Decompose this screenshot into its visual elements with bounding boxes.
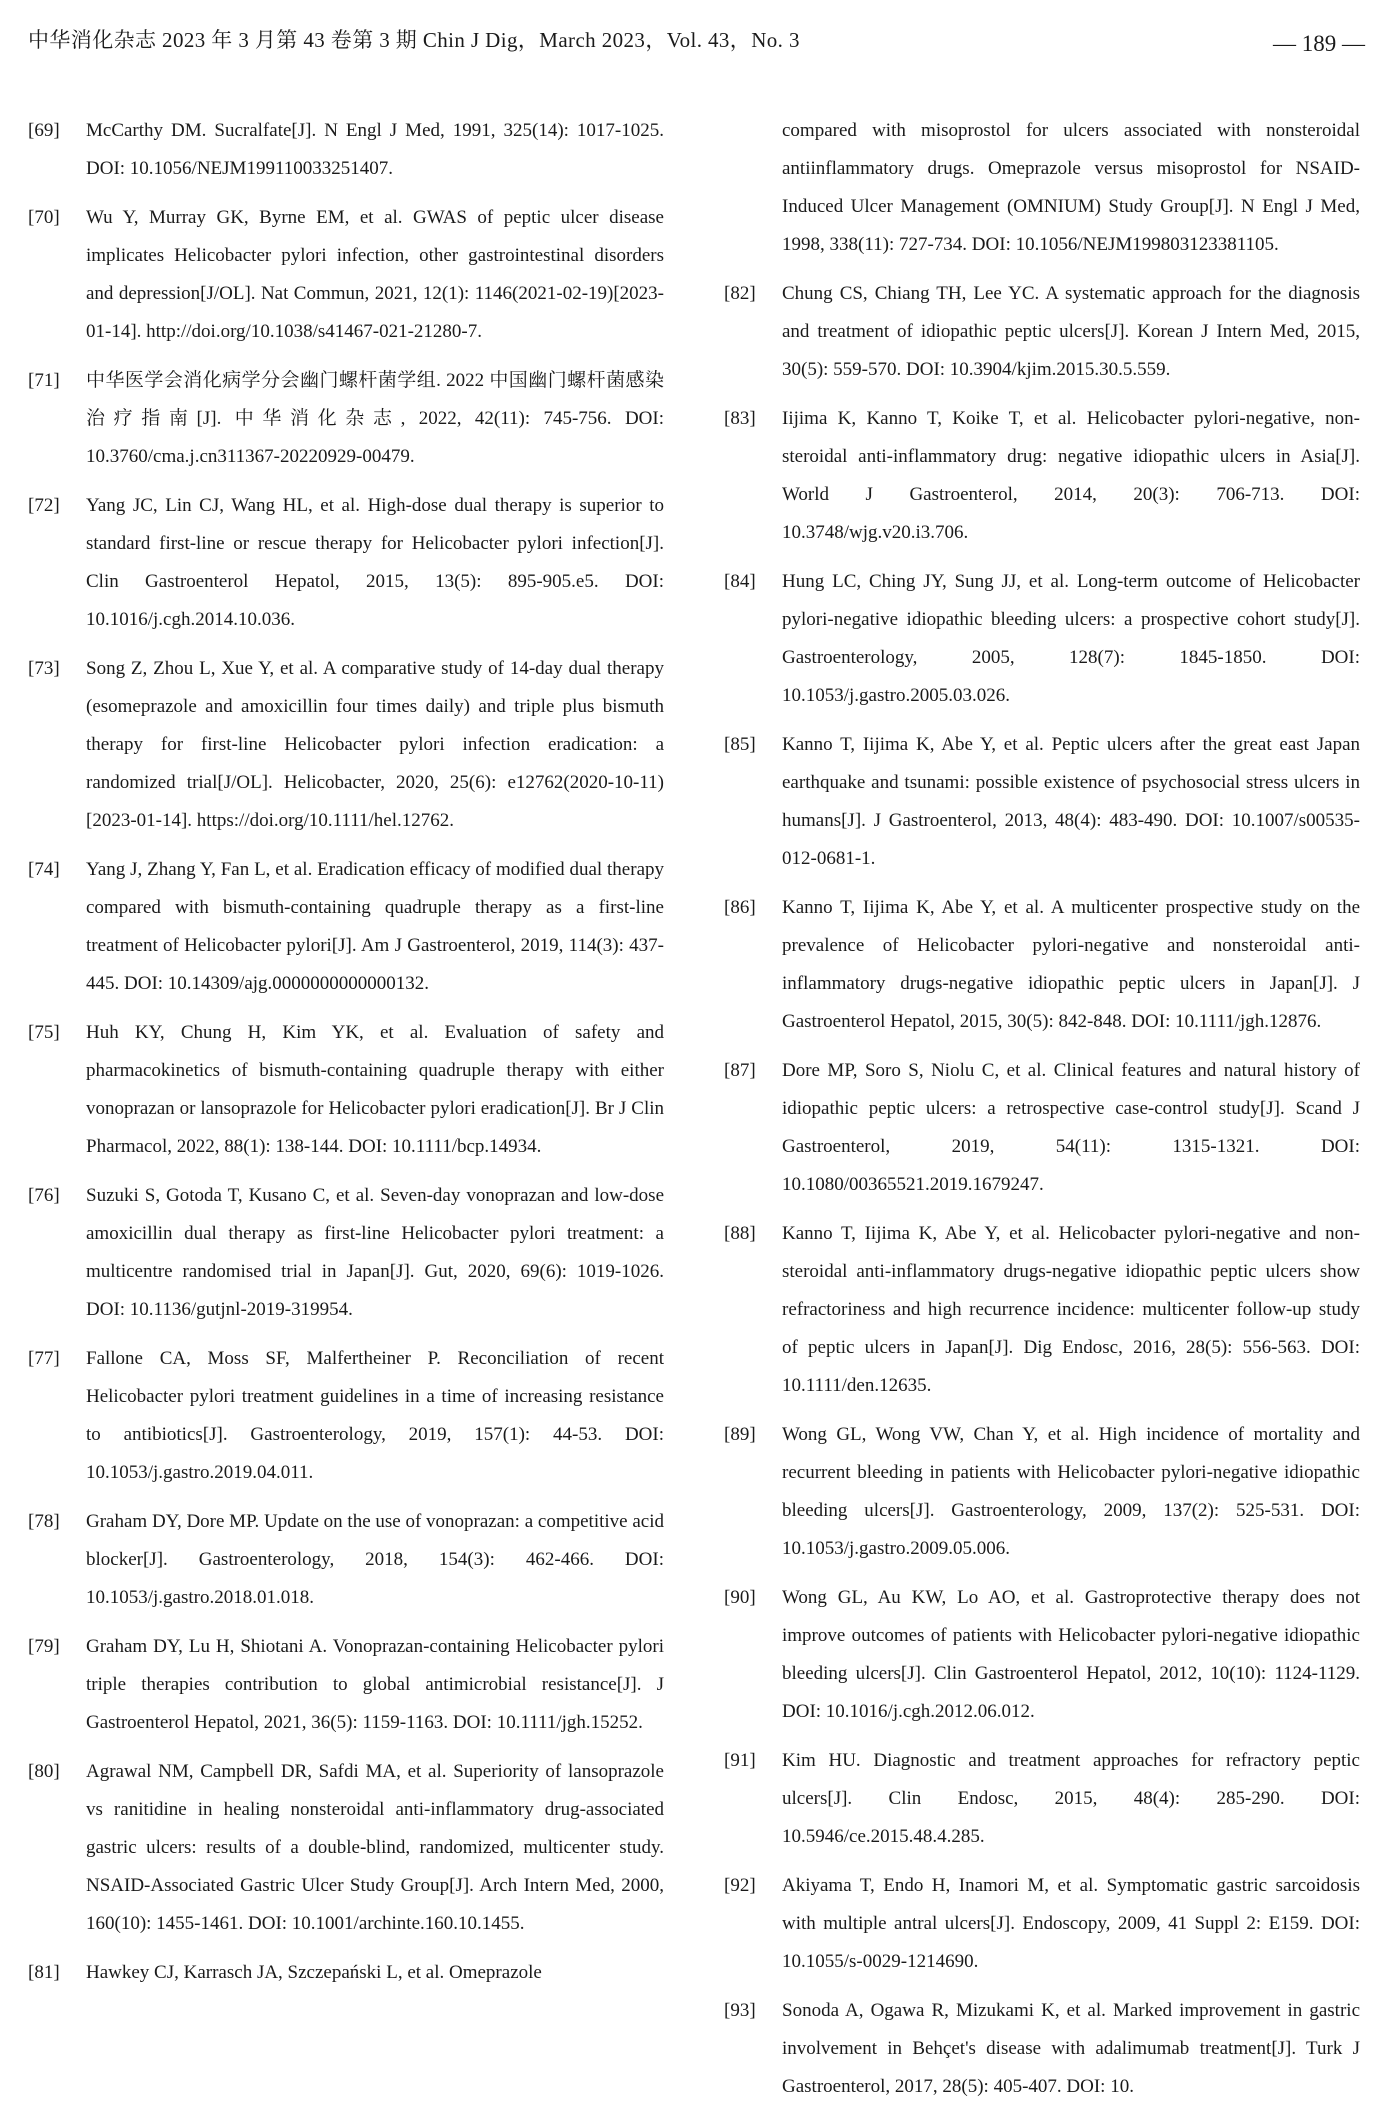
reference-number: [76] bbox=[28, 1185, 60, 1206]
reference-entry bbox=[28, 199, 664, 351]
reference-number: [81] bbox=[28, 1962, 60, 1983]
reference-text: Chung CS, Chiang TH, Lee YC. A systematic approach for the diagnosis and treatment of idiopathic peptic ulcers[J]. Korean J Intern Med, 2015, 30(5): 559-570. DOI: 10.3904/kjim.2015.30.5.559. bbox=[782, 283, 1360, 380]
reference-entry bbox=[28, 1177, 664, 1329]
reference-number: [79] bbox=[28, 1636, 60, 1657]
reference-entry bbox=[28, 851, 664, 1003]
reference-text: Yang JC, Lin CJ, Wang HL, et al. High-dose dual therapy is superior to standard first-line or rescue therapy for Helicobacter pylori infection[J]. Clin Gastroenterol Hepatol, 2015, 13(5): 895-905.e5. DOI: 10.1016/j.cgh.2014.10.036. bbox=[86, 495, 664, 630]
reference-text: Graham DY, Dore MP. Update on the use of vonoprazan: a competitive acid blocker[J]. Gastroenterology, 2018, 154(3): 462-466. DOI: 10.1053/j.gastro.2018.01.018. bbox=[86, 1511, 664, 1608]
reference-entry bbox=[724, 889, 1360, 1041]
reference-number: [85] bbox=[724, 734, 756, 755]
reference-text: Sonoda A, Ogawa R, Mizukami K, et al. Marked improvement in gastric involvement in Behçet's disease with adalimumab treatment[J]. Turk J Gastroenterol, 2017, 28(5): 405-407. DOI: 10. bbox=[782, 2000, 1360, 2097]
reference-text: Dore MP, Soro S, Niolu C, et al. Clinical features and natural history of idiopathic peptic ulcers: a retrospective case-control study[J]. Scand J Gastroenterol, 2019, 54(11): 1315-1321. DOI: 10.1080/00365521.2019.1679247. bbox=[782, 1060, 1360, 1195]
reference-text: McCarthy DM. Sucralfate[J]. N Engl J Med, 1991, 325(14): 1017-1025. DOI: 10.1056/NEJM199110033251407. bbox=[86, 120, 664, 179]
reference-text: Yang J, Zhang Y, Fan L, et al. Eradication efficacy of modified dual therapy compared with bismuth-containing quadruple therapy as a first-line treatment of Helicobacter pylori[J]. Am J Gastroenterol, 2019, 114(3): 437-445. DOI: 10.14309/ajg.0000000000000132. bbox=[86, 859, 664, 994]
reference-text: Kanno T, Iijima K, Abe Y, et al. A multicenter prospective study on the prevalence of Helicobacter pylori-negative and nonsteroidal anti-inflammatory drugs-negative idiopathic peptic ulcers in Japan[J]. J Gastroenterol Hepatol, 2015, 30(5): 842-848. DOI: 10.1111/jgh.12876. bbox=[782, 897, 1360, 1032]
reference-text: Hung LC, Ching JY, Sung JJ, et al. Long-term outcome of Helicobacter pylori-negative idiopathic bleeding ulcers: a prospective cohort study[J]. Gastroenterology, 2005, 128(7): 1845-1850. DOI: 10.1053/j.gastro.2005.03.026. bbox=[782, 571, 1360, 706]
reference-entry bbox=[724, 563, 1360, 715]
reference-number: [72] bbox=[28, 495, 60, 516]
reference-number: [88] bbox=[724, 1223, 756, 1244]
reference-entry bbox=[28, 487, 664, 639]
reference-entry bbox=[28, 1340, 664, 1492]
reference-text: Huh KY, Chung H, Kim YK, et al. Evaluation of safety and pharmacokinetics of bismuth-containing quadruple therapy with either vonoprazan or lansoprazole for Helicobacter pylori eradication[J]. Br J Clin Pharmacol, 2022, 88(1): 138-144. DOI: 10.1111/bcp.14934. bbox=[86, 1022, 664, 1157]
reference-number: [69] bbox=[28, 120, 60, 141]
reference-text: Kanno T, Iijima K, Abe Y, et al. Helicobacter pylori-negative and non-steroidal anti-inflammatory drugs-negative idiopathic peptic ulcers show refractoriness and high recurrence incidence: multicenter follow-up study of peptic ulcers in Japan[J]. Dig Endosc, 2016, 28(5): 556-563. DOI: 10.1111/den.12635. bbox=[782, 1223, 1360, 1396]
reference-number: [91] bbox=[724, 1750, 756, 1771]
reference-number: [82] bbox=[724, 283, 756, 304]
reference-number: [86] bbox=[724, 897, 756, 918]
reference-entry bbox=[28, 1954, 664, 1992]
reference-text: Kim HU. Diagnostic and treatment approaches for refractory peptic ulcers[J]. Clin Endosc, 2015, 48(4): 285-290. DOI: 10.5946/ce.2015.48.4.285. bbox=[782, 1750, 1360, 1847]
reference-entry bbox=[28, 1628, 664, 1742]
references-right-column bbox=[724, 112, 1360, 2117]
reference-entry bbox=[28, 1014, 664, 1166]
reference-entry bbox=[28, 362, 664, 476]
references-left-column bbox=[28, 112, 664, 2003]
reference-text: Akiyama T, Endo H, Inamori M, et al. Symptomatic gastric sarcoidosis with multiple antral ulcers[J]. Endoscopy, 2009, 41 Suppl 2: E159. DOI: 10.1055/s-0029-1214690. bbox=[782, 1875, 1360, 1972]
reference-number: [78] bbox=[28, 1511, 60, 1532]
reference-text: compared with misoprostol for ulcers associated with nonsteroidal antiinflammatory drugs. Omeprazole versus misoprostol for NSAID-Induced Ulcer Management (OMNIUM) Study Group[J]. N Engl J Med, 1998, 338(11): 727-734. DOI: 10.1056/NEJM199803123381105. bbox=[782, 120, 1360, 255]
reference-text: Agrawal NM, Campbell DR, Safdi MA, et al. Superiority of lansoprazole vs ranitidine in healing nonsteroidal anti-inflammatory drug-associated gastric ulcers: results of a double-blind, randomized, multicenter study. NSAID-Associated Gastric Ulcer Study Group[J]. Arch Intern Med, 2000, 160(10): 1455-1461. DOI: 10.1001/archinte.160.10.1455. bbox=[86, 1761, 664, 1934]
reference-number: [93] bbox=[724, 2000, 756, 2021]
reference-81-continuation bbox=[724, 112, 1360, 264]
page-number: — 189 — bbox=[1273, 31, 1365, 56]
reference-number: [89] bbox=[724, 1424, 756, 1445]
reference-entry bbox=[724, 1052, 1360, 1204]
reference-entry bbox=[28, 1503, 664, 1617]
reference-number: [77] bbox=[28, 1348, 60, 1369]
reference-number: [74] bbox=[28, 859, 60, 880]
reference-text: Fallone CA, Moss SF, Malfertheiner P. Reconciliation of recent Helicobacter pylori treatment guidelines in a time of increasing resistance to antibiotics[J]. Gastroenterology, 2019, 157(1): 44-53. DOI: 10.1053/j.gastro.2019.04.011. bbox=[86, 1348, 664, 1483]
reference-entry bbox=[724, 1867, 1360, 1981]
reference-entry bbox=[724, 1215, 1360, 1405]
reference-number: [71] bbox=[28, 370, 60, 391]
reference-text: Wong GL, Wong VW, Chan Y, et al. High incidence of mortality and recurrent bleeding in patients with Helicobacter pylori-negative idiopathic bleeding ulcers[J]. Gastroenterology, 2009, 137(2): 525-531. DOI: 10.1053/j.gastro.2009.05.006. bbox=[782, 1424, 1360, 1559]
reference-entry bbox=[724, 275, 1360, 389]
reference-entry bbox=[724, 726, 1360, 878]
reference-text: Iijima K, Kanno T, Koike T, et al. Helicobacter pylori-negative, non-steroidal anti-inflammatory drug: negative idiopathic ulcers in Asia[J]. World J Gastroenterol, 2014, 20(3): 706-713. DOI: 10.3748/wjg.v20.i3.706. bbox=[782, 408, 1360, 543]
reference-number: [73] bbox=[28, 658, 60, 679]
reference-text: Wong GL, Au KW, Lo AO, et al. Gastroprotective therapy does not improve outcomes of patients with Helicobacter pylori-negative idiopathic bleeding ulcers[J]. Clin Gastroenterol Hepatol, 2012, 10(10): 1124-1129. DOI: 10.1016/j.cgh.2012.06.012. bbox=[782, 1587, 1360, 1722]
reference-number: [70] bbox=[28, 207, 60, 228]
reference-entry bbox=[28, 1753, 664, 1943]
reference-entry bbox=[724, 1742, 1360, 1856]
reference-entry bbox=[28, 112, 664, 188]
reference-text: 中华医学会消化病学分会幽门螺杆菌学组. 2022 中国幽门螺杆菌感染治疗指南[J]. 中华消化杂志, 2022, 42(11): 745-756. DOI: 10.3760/cma.j.cn311367-20220929-00479. bbox=[86, 370, 664, 467]
reference-text: Wu Y, Murray GK, Byrne EM, et al. GWAS of peptic ulcer disease implicates Helicobacter pylori infection, other gastrointestinal disorders and depression[J/OL]. Nat Commun, 2021, 12(1): 1146(2021-02-19)[2023-01-14]. http://doi.org/10.1038/s41467-021-21280-7. bbox=[86, 207, 664, 342]
reference-entry bbox=[724, 1992, 1360, 2106]
reference-text: Song Z, Zhou L, Xue Y, et al. A comparative study of 14-day dual therapy (esomeprazole and amoxicillin four times daily) and triple plus bismuth therapy for first-line Helicobacter pylori infection eradication: a randomized trial[J/OL]. Helicobacter, 2020, 25(6): e12762(2020-10-11)[2023-01-14]. https://doi.org/10.1111/hel.12762. bbox=[86, 658, 664, 831]
reference-entry bbox=[28, 650, 664, 840]
reference-number: [84] bbox=[724, 571, 756, 592]
reference-text: Kanno T, Iijima K, Abe Y, et al. Peptic ulcers after the great east Japan earthquake and tsunami: possible existence of psychosocial stress ulcers in humans[J]. J Gastroenterol, 2013, 48(4): 483-490. DOI: 10.1007/s00535-012-0681-1. bbox=[782, 734, 1360, 869]
reference-entry bbox=[724, 1416, 1360, 1568]
reference-text: Suzuki S, Gotoda T, Kusano C, et al. Seven-day vonoprazan and low-dose amoxicillin dual therapy as first-line Helicobacter pylori treatment: a multicentre randomised trial in Japan[J]. Gut, 2020, 69(6): 1019-1026. DOI: 10.1136/gutjnl-2019-319954. bbox=[86, 1185, 664, 1320]
reference-number: [80] bbox=[28, 1761, 60, 1782]
reference-number: [90] bbox=[724, 1587, 756, 1608]
reference-number: [83] bbox=[724, 408, 756, 429]
reference-text: Hawkey CJ, Karrasch JA, Szczepański L, et al. Omeprazole bbox=[86, 1962, 542, 1983]
reference-number: [87] bbox=[724, 1060, 756, 1081]
reference-number: [92] bbox=[724, 1875, 756, 1896]
reference-number: [75] bbox=[28, 1022, 60, 1043]
reference-text: Graham DY, Lu H, Shiotani A. Vonoprazan-containing Helicobacter pylori triple therapies contribution to global antimicrobial resistance[J]. J Gastroenterol Hepatol, 2021, 36(5): 1159-1163. DOI: 10.1111/jgh.15252. bbox=[86, 1636, 664, 1733]
reference-entry bbox=[724, 1579, 1360, 1731]
reference-entry bbox=[724, 400, 1360, 552]
journal-running-header: 中华消化杂志 2023 年 3 月第 43 卷第 3 期 Chin J Dig，March 2023，Vol. 43，No. 3 bbox=[28, 28, 800, 52]
